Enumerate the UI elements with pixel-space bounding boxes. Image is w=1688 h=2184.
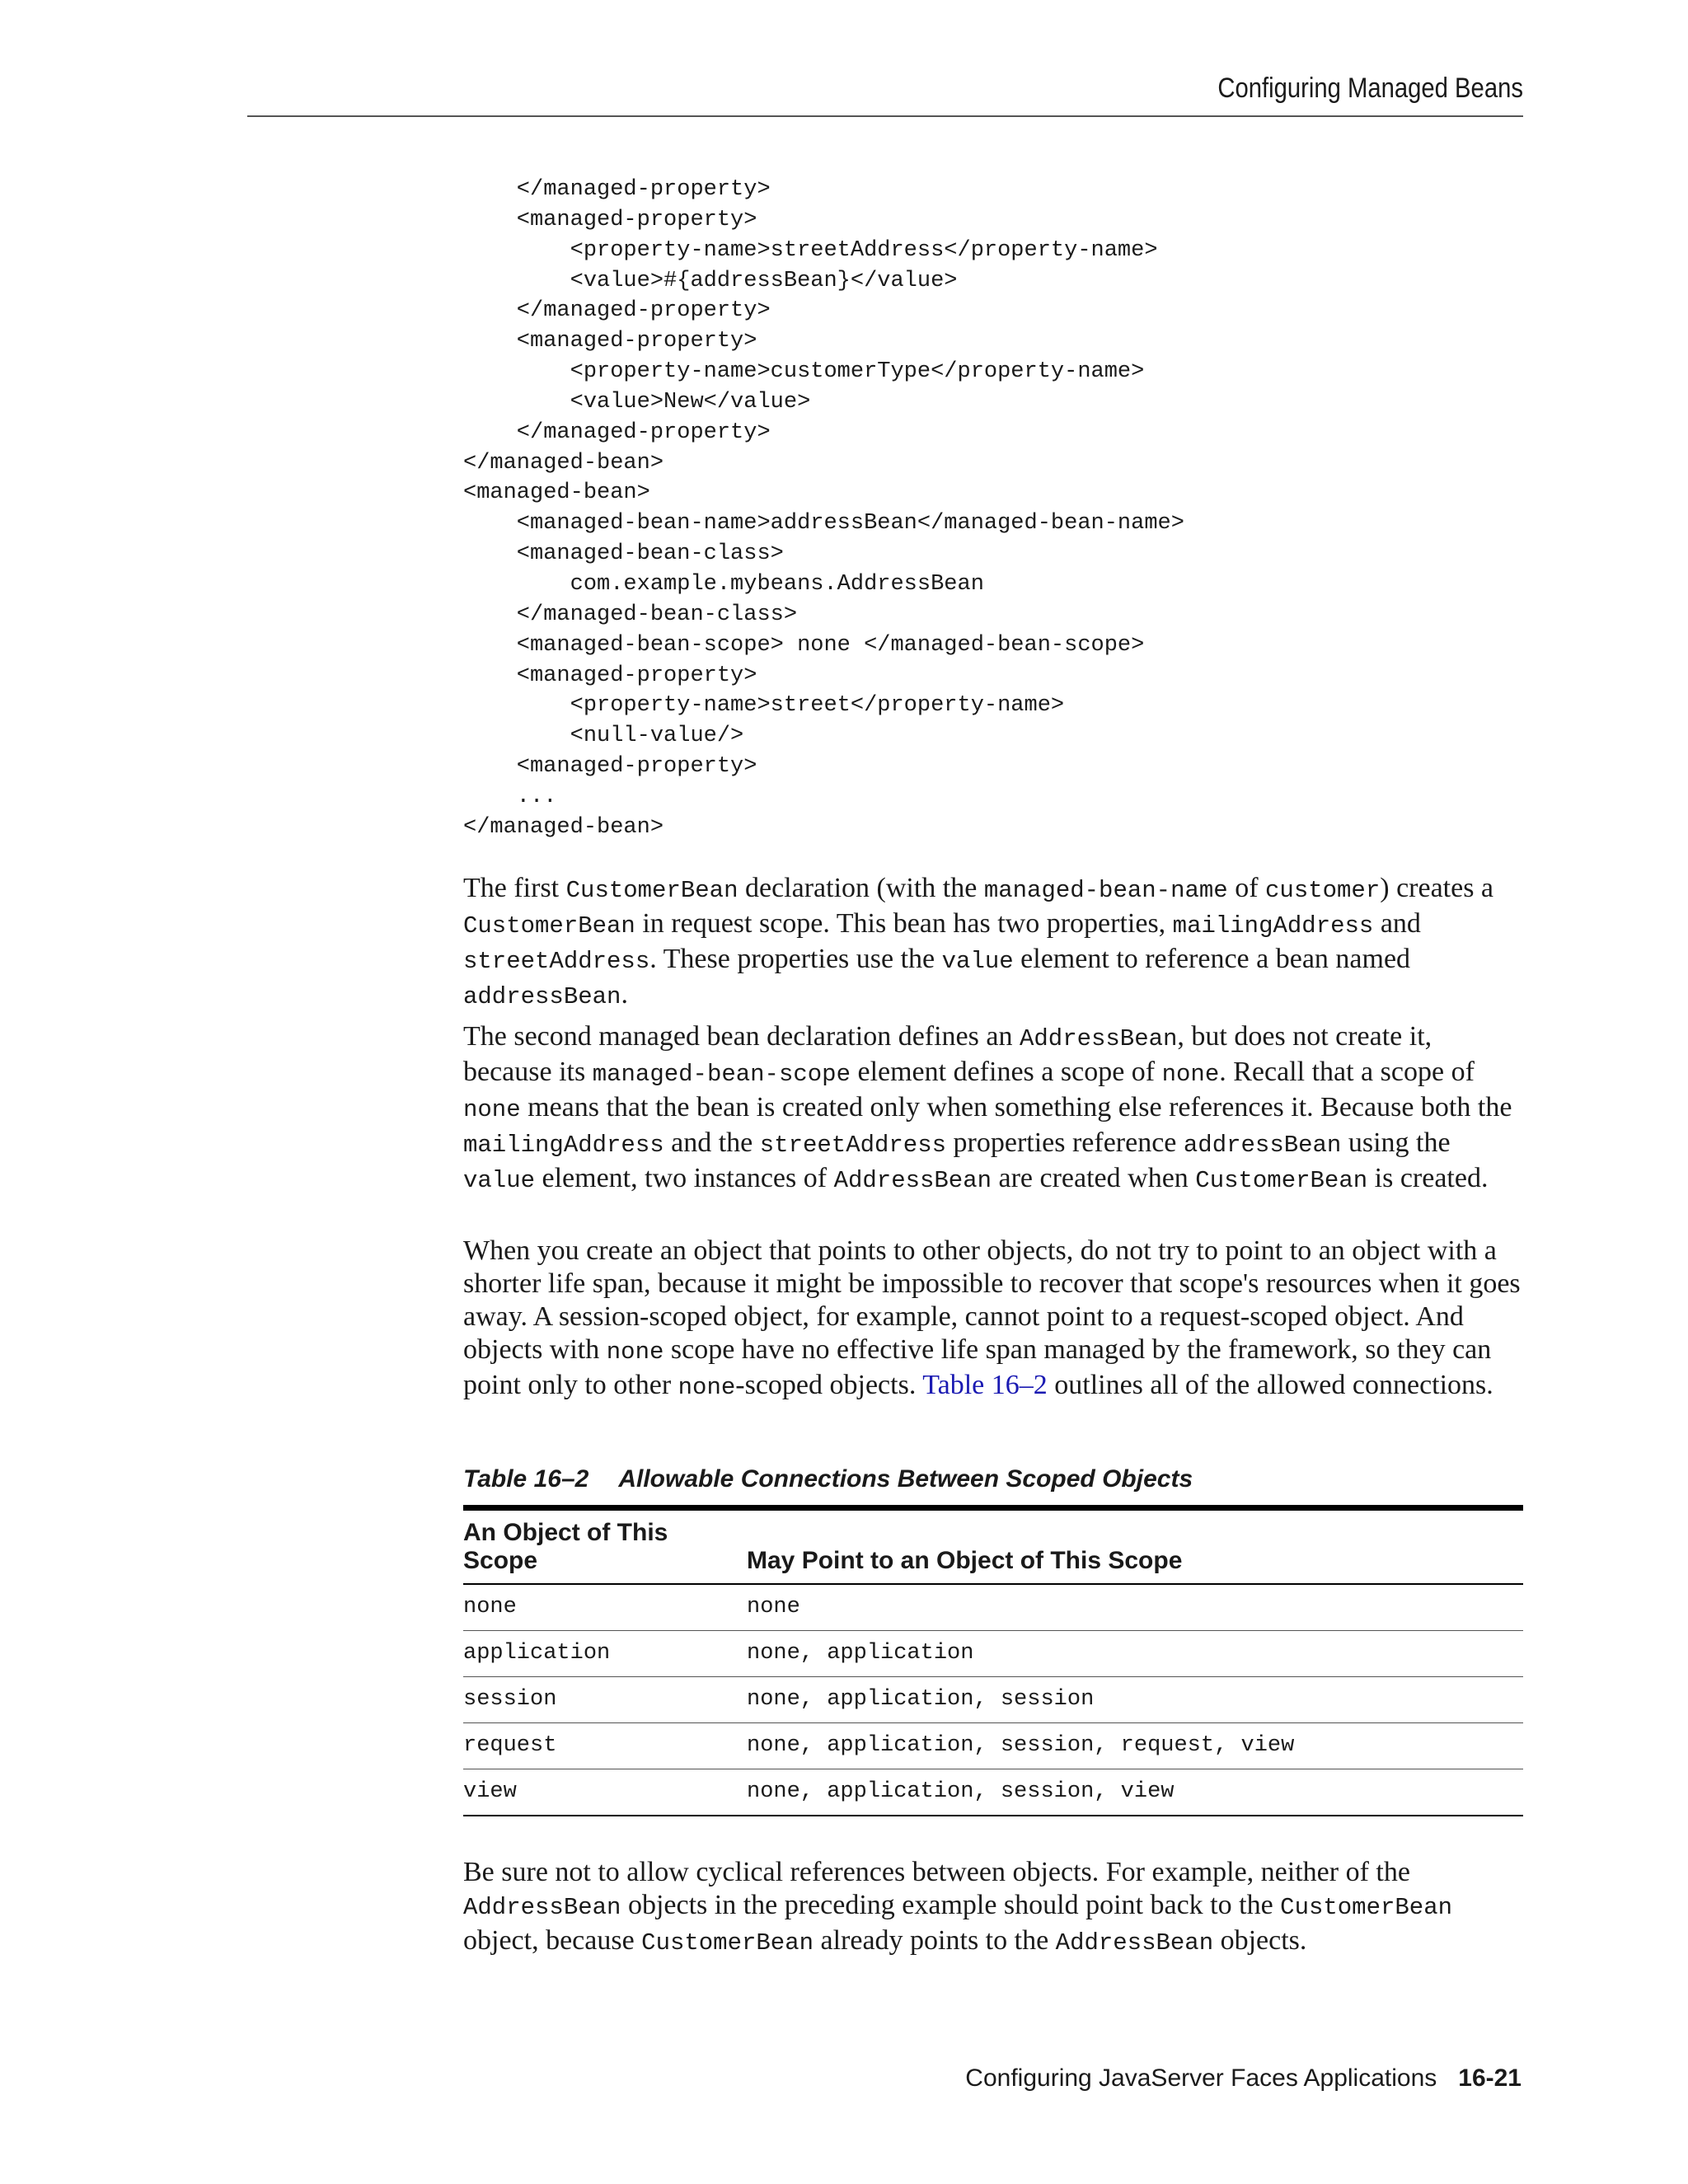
paragraph-cyclical-references: Be sure not to allow cyclical references between objects. For example, neither of the AddressBean objects in the preceding example should point back to the CustomerBean object, because CustomerBean already points to the AddressBean objects. (463, 1857, 1453, 1957)
allowed-scopes-cell: none, application, session (747, 1687, 1095, 1712)
scope-cell: session (463, 1687, 557, 1712)
table-row (463, 1677, 1523, 1723)
allowed-scopes-cell: none, application, session, view (747, 1779, 1175, 1804)
column-header-object-scope: An Object of This Scope (463, 1519, 668, 1574)
code-line: <property-name>customerType</property-name> (463, 359, 1145, 385)
code-line: </managed-bean-class> (463, 602, 798, 627)
table-caption (463, 1465, 1193, 1493)
code-line: <managed-bean> (463, 480, 650, 506)
code-line: <managed-property> (463, 754, 757, 780)
paragraph-addressbean: The second managed bean declaration defines an AddressBean, but does not create it, because its managed-bean-scope element defines a scope of none. Recall that a scope of none means that the bean is created only when something else references it. Because both the mailingAddress and the streetAddress properties reference addressBean using the value element, two instances of AddressBean are created when CustomerBean is created. (463, 1021, 1512, 1194)
code-line: com.example.mybeans.AddressBean (463, 571, 984, 597)
allowed-scopes-cell: none, application (747, 1641, 974, 1666)
table-row (463, 1631, 1523, 1677)
scope-connections-table (463, 1505, 1523, 1816)
code-line: <managed-property> (463, 207, 757, 232)
code-line: <managed-bean-name>addressBean</managed-bean-name> (463, 511, 1184, 537)
code-line: <managed-property> (463, 329, 757, 354)
column-header-may-point-to: May Point to an Object of This Scope (747, 1547, 1183, 1574)
scope-cell: view (463, 1779, 517, 1804)
scope-cell: application (463, 1641, 611, 1666)
table-16-2-link[interactable]: Table 16–2 (922, 1370, 1048, 1400)
code-line: </managed-property> (463, 298, 771, 324)
code-line: </managed-property> (463, 419, 771, 445)
code-line: <property-name>streetAddress</property-name> (463, 237, 1158, 263)
code-line: <null-value/> (463, 724, 744, 749)
code-line: <value>#{addressBean}</value> (463, 268, 958, 293)
table-row (463, 1585, 1523, 1631)
paragraph-scope-life-span: When you create an object that points to other objects, do not try to point to an object with a shorter life span, because it might be impossible to recover that scope's resources when it goes away. A session-scoped object, for example, cannot point to a request-scoped object. And objects with none scope have no effective life span managed by the framework, so they can point only to other none-scoped objects. Table 16–2 outlines all of the allowed connections. (463, 1235, 1521, 1401)
page-number: 16-21 (1458, 2064, 1522, 2092)
header-title: Configuring Managed Beans (1217, 73, 1523, 104)
allowed-scopes-cell: none, application, session, request, view (747, 1733, 1295, 1758)
code-line: <managed-property> (463, 663, 757, 688)
running-header (247, 73, 1523, 117)
table-number: Table 16–2 (463, 1465, 589, 1493)
code-line: <value>New</value> (463, 389, 811, 415)
table-row (463, 1723, 1523, 1769)
table-header-row (463, 1511, 1523, 1585)
code-line: </managed-bean> (463, 450, 664, 476)
code-line: </managed-bean> (463, 814, 664, 840)
code-listing (463, 175, 1184, 843)
scope-cell: request (463, 1733, 557, 1758)
code-line: </managed-property> (463, 177, 771, 202)
running-footer (965, 2064, 1522, 2093)
table-row (463, 1769, 1523, 1816)
table-title: Allowable Connections Between Scoped Objects (618, 1465, 1193, 1493)
paragraph-customerbean: The first CustomerBean declaration (with the managed-bean-name of customer) creates a CustomerBean in request scope. This bean has two properties, mailingAddress and streetAddress. These properties use the value element to reference a bean named addressBean. (463, 873, 1494, 1010)
allowed-scopes-cell: none (747, 1595, 800, 1619)
footer-title: Configuring JavaServer Faces Applications (965, 2064, 1437, 2092)
code-line: ... (463, 784, 557, 809)
code-line: <managed-bean-class> (463, 541, 784, 567)
code-line: <managed-bean-scope> none </managed-bean-scope> (463, 632, 1145, 658)
scope-cell: none (463, 1595, 517, 1619)
code-line: <property-name>street</property-name> (463, 693, 1065, 719)
